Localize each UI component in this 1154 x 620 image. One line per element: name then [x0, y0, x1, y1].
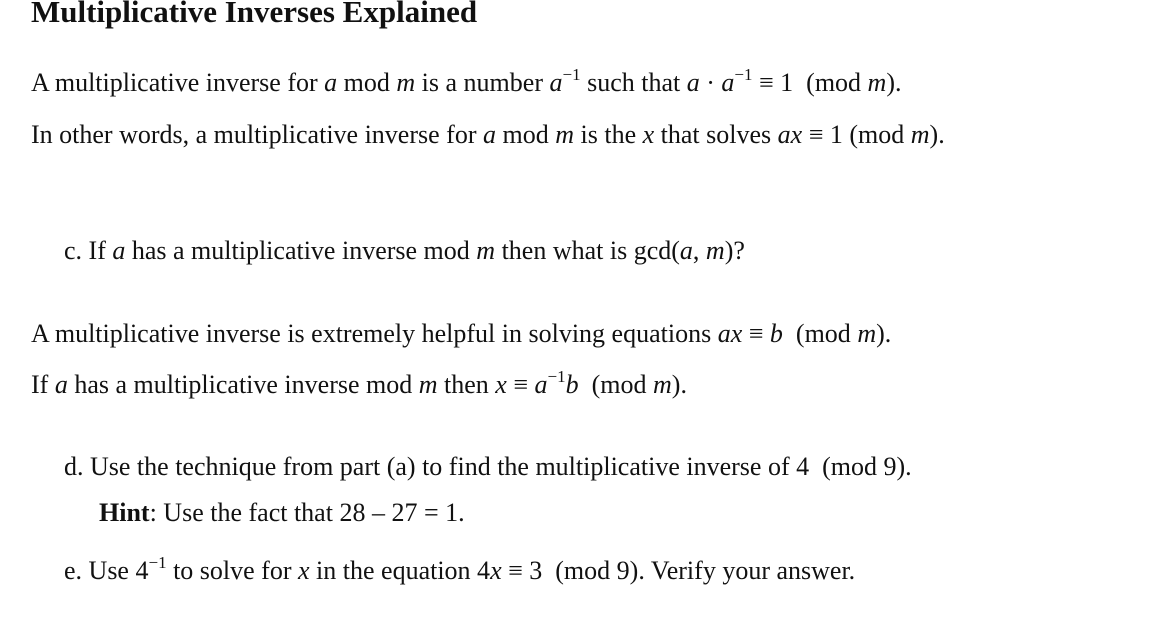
hint-line [99, 495, 465, 531]
question-c: c. If a has a multiplicative inverse mod m then what is gcd(a, m)? [64, 236, 745, 265]
solution-formula-paragraph: If a has a multiplicative inverse mod m then $x \equiv a^{-1}b$ (mod m). [31, 367, 687, 399]
restatement-paragraph: In other words, a multiplicative inverse for a mod m is the x that solves ax ≡ 1 (mod m). [31, 120, 945, 149]
hint-text: : Use the fact that 28 – 27 = 1. [149, 498, 465, 527]
question-d: d. Use the technique from part (a) to find the multiplicative inverse of 4 (mod 9). [64, 452, 912, 481]
question-e: e. Use $4^{-1}$ to solve for x in the equation 4x ≡ 3 (mod 9). Verify your answer. [64, 553, 856, 585]
definition-paragraph: A multiplicative inverse for a mod m is a number $a^{-1}$ such that $a \cdot a^{-1} \equiv 1$ (mod m). [31, 65, 902, 97]
hint-label: Hint [99, 498, 150, 527]
document-title: Multiplicative Inverses Explained [31, 0, 478, 29]
usefulness-paragraph: A multiplicative inverse is extremely helpful in solving equations ax ≡ b (mod m). [31, 319, 892, 348]
